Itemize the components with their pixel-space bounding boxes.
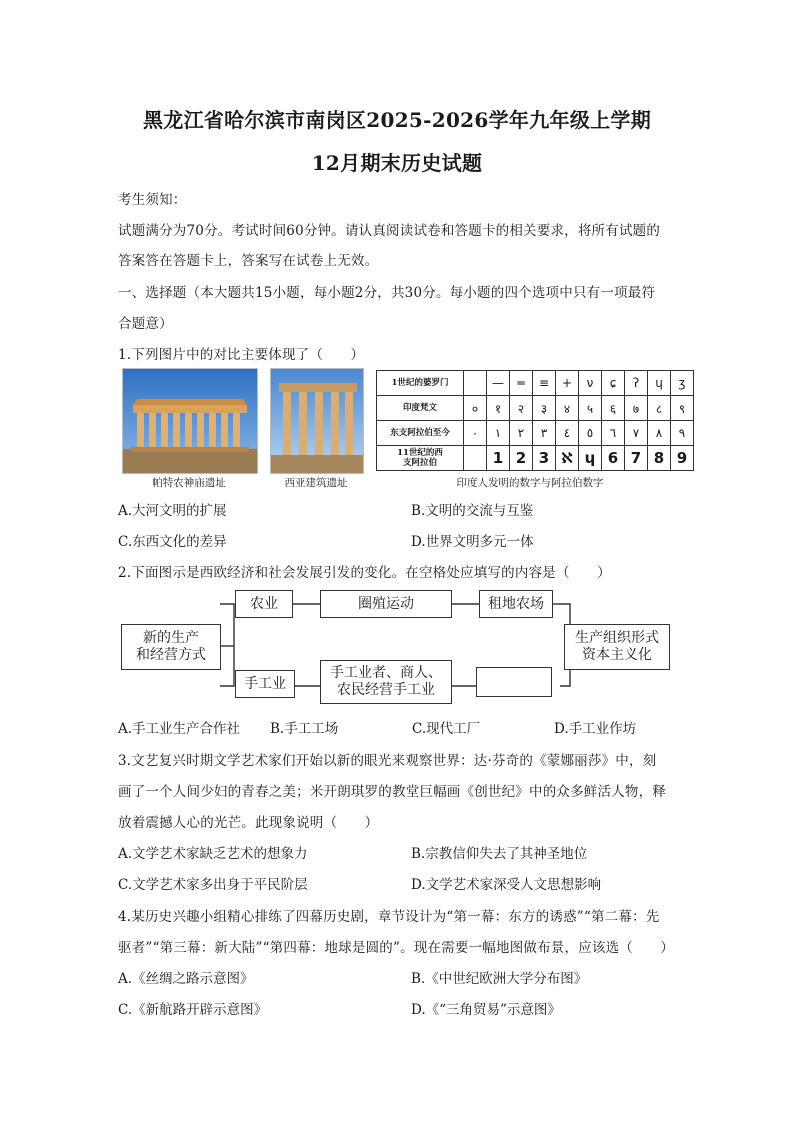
q4-option-b[interactable]: B.《中世纪欧洲大学分布图》 xyxy=(411,971,588,987)
glyph-cell: ३ xyxy=(533,396,556,421)
glyph-cell: ١ xyxy=(487,421,510,446)
q3-option-a[interactable]: A.文学艺术家缺乏艺术的想象力 xyxy=(118,846,308,862)
section1-line2: 合题意） xyxy=(118,316,173,332)
table-row xyxy=(377,421,694,446)
q1-option-d[interactable]: D.世界文明多元一体 xyxy=(411,534,534,550)
glyph-cell: ʔ xyxy=(625,371,648,396)
q3-option-d[interactable]: D.文学艺术家深受人文思想影响 xyxy=(411,877,602,893)
q2-option-b[interactable]: B.手工工场 xyxy=(270,721,339,737)
q4-option-a[interactable]: A.《丝绸之路示意图》 xyxy=(118,971,254,987)
q3-line2: 画了一个人间少妇的青春之美；米开朗琪罗的教堂巨幅画《创世纪》中的众多鲜活人物，释 xyxy=(118,784,666,800)
glyph-cell: ٥ xyxy=(579,421,602,446)
glyph-cell: ٤ xyxy=(556,421,579,446)
glyph-cell: ɕ xyxy=(602,371,625,396)
table-row xyxy=(377,446,694,471)
notice-label: 考生须知： xyxy=(118,192,187,208)
glyph-cell: २ xyxy=(510,396,533,421)
page-title-line2: 12月期末历史试题 xyxy=(311,151,483,175)
table-row-label: 1世纪的婆罗门 xyxy=(377,371,464,396)
box-tenant-farm: 租地农场 xyxy=(479,590,553,618)
q3-line3: 放着震撼人心的光芒。此现象说明（ ） xyxy=(118,815,379,831)
q3-option-b[interactable]: B.宗教信仰失去了其神圣地位 xyxy=(411,846,588,862)
glyph-cell: 6 xyxy=(602,446,625,471)
q4-line2: 驱者”“第三幕：新大陆”“第四幕：地球是圆的”。现在需要一幅地图做布景，应该选（ ） xyxy=(118,940,675,956)
table-row xyxy=(377,371,694,396)
numerals-table xyxy=(376,370,694,471)
glyph-cell: ɥ xyxy=(579,446,602,471)
glyph-cell: ٧ xyxy=(625,421,648,446)
glyph-cell xyxy=(464,446,487,471)
q3-option-c[interactable]: C.文学艺术家多出身于平民阶层 xyxy=(118,877,308,893)
glyph-cell: 8 xyxy=(648,446,671,471)
glyph-cell: ८ xyxy=(648,396,671,421)
box-blank-answer[interactable] xyxy=(476,667,552,697)
glyph-cell: ٢ xyxy=(510,421,533,446)
q1-option-a[interactable]: A.大河文明的扩展 xyxy=(118,503,227,519)
glyph-cell: ʒ xyxy=(671,371,694,396)
glyph-cell: ℵ xyxy=(556,446,579,471)
glyph-cell: ९ xyxy=(671,396,694,421)
table-row-label: 11世纪的西 支阿拉伯 xyxy=(377,446,464,471)
notice-line1: 试题满分为70分。考试时间60分钟。请认真阅读试卷和答题卡的相关要求，将所有试题的 xyxy=(118,223,661,239)
glyph-cell: ٣ xyxy=(533,421,556,446)
glyph-cell: 2 xyxy=(510,446,533,471)
box-capitalism: 生产组织形式 资本主义化 xyxy=(564,624,670,670)
q3-line1: 3.文艺复兴时期文学艺术家们开始以新的眼光来观察世界：达·芬奇的《蒙娜丽莎》中，刻 xyxy=(118,753,657,769)
glyph-cell: ɥ xyxy=(648,371,671,396)
box-new-production: 新的生产 和经营方式 xyxy=(121,624,221,670)
q1-stem: 1.下列图片中的对比主要体现了（ ） xyxy=(118,347,365,363)
section1-line1: 一、选择题（本大题共15小题，每小题2分，共30分。每小题的四个选项中只有一项最符 xyxy=(118,285,656,301)
q1-option-b[interactable]: B.文明的交流与互鉴 xyxy=(411,503,534,519)
table-row-label: 东支阿拉伯至今 xyxy=(377,421,464,446)
glyph-cell: + xyxy=(556,371,579,396)
caption-parthenon: 帕特农神庙遗址 xyxy=(152,477,226,489)
glyph-cell: 9 xyxy=(671,446,694,471)
glyph-cell: ٨ xyxy=(648,421,671,446)
q2-stem: 2.下面图示是西欧经济和社会发展引发的变化。在空格处应填写的内容是（ ） xyxy=(118,565,611,581)
glyph-cell: १ xyxy=(487,396,510,421)
glyph-cell: ν xyxy=(579,371,602,396)
glyph-cell: ५ xyxy=(579,396,602,421)
table-row-label: 印度梵文 xyxy=(377,396,464,421)
glyph-cell: 1 xyxy=(487,446,510,471)
notice-line2: 答案答在答题卡上，答案写在试卷上无效。 xyxy=(118,253,379,269)
glyph-cell: ٦ xyxy=(602,421,625,446)
box-handicraft-actors: 手工业者、商人、 农民经营手工业 xyxy=(320,660,452,704)
glyph-cell: ≡ xyxy=(533,371,556,396)
glyph-cell: ६ xyxy=(602,396,625,421)
glyph-cell: 3 xyxy=(533,446,556,471)
glyph-cell: ٩ xyxy=(671,421,694,446)
q4-line1: 4.某历史兴趣小组精心排练了四幕历史剧，章节设计为“第一幕：东方的诱惑”“第二幕：先 xyxy=(118,909,660,925)
q2-option-a[interactable]: A.手工业生产合作社 xyxy=(118,721,241,737)
glyph-cell: ٠ xyxy=(464,421,487,446)
q1-option-c[interactable]: C.东西文化的差异 xyxy=(118,534,227,550)
parthenon-photo xyxy=(122,368,258,474)
glyph-cell: ० xyxy=(464,396,487,421)
glyph-cell: — xyxy=(487,371,510,396)
table-row xyxy=(377,396,694,421)
glyph-cell: ७ xyxy=(625,396,648,421)
q2-option-d[interactable]: D.手工业作坊 xyxy=(554,721,637,737)
flow-diagram xyxy=(118,584,678,706)
caption-west-asia: 西亚建筑遗址 xyxy=(284,477,348,489)
glyph-cell: ═ xyxy=(510,371,533,396)
box-handicraft: 手工业 xyxy=(235,670,295,698)
glyph-cell xyxy=(464,371,487,396)
caption-numerals: 印度人发明的数字与阿拉伯数字 xyxy=(456,477,604,489)
box-enclosure: 圈殖运动 xyxy=(320,590,452,618)
q4-option-c[interactable]: C.《新航路开辟示意图》 xyxy=(118,1002,268,1018)
page-title-line1: 黑龙江省哈尔滨市南岗区2025-2026学年九年级上学期 xyxy=(142,108,652,132)
glyph-cell: 7 xyxy=(625,446,648,471)
glyph-cell: ४ xyxy=(556,396,579,421)
q4-option-d[interactable]: D.《“三角贸易”示意图》 xyxy=(411,1002,561,1018)
q2-option-c[interactable]: C.现代工厂 xyxy=(412,721,481,737)
box-agriculture: 农业 xyxy=(235,590,293,618)
west-asia-ruins-photo xyxy=(270,368,364,474)
